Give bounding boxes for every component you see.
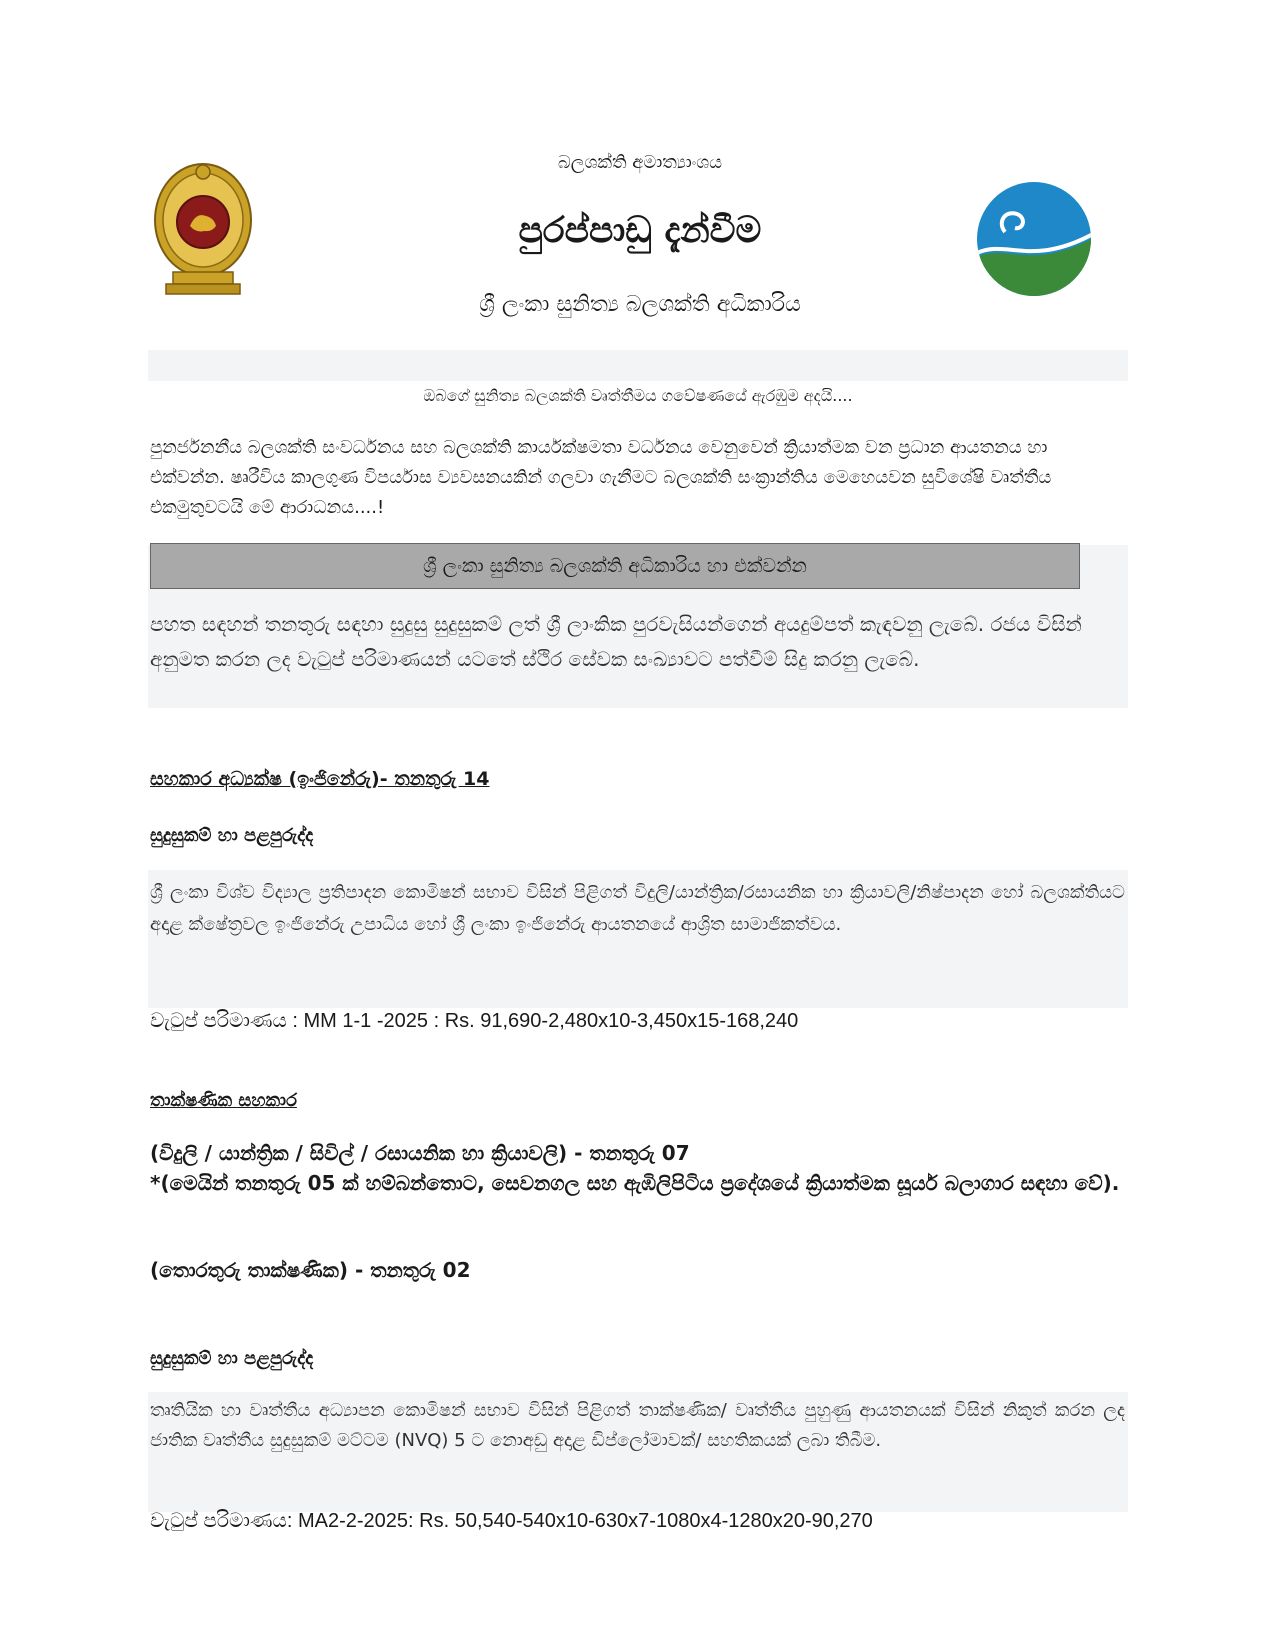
shaded-band xyxy=(148,350,1128,381)
position-2-salary: වැටුප් පරිමාණය: MA2-2-2025: Rs. 50,540-540x10-630x7-1080x4-1280x20-90,270 xyxy=(150,1510,873,1532)
join-banner: ශ්‍රී ලංකා සුනිත්‍ය බලශක්ති අධිකාරිය හා එක්වන්න xyxy=(150,543,1080,589)
position-2-qualifications: තෘතියික හා වෘත්තීය අධ්‍යාපන කොමිෂන් සභාව විසින් පිළිගත් තාක්ෂණික/ වෘත්තීය පුහුණු ආයතනයක් විසින් නිකුත් කරන ලද ජාතික වෘත්තීය සුදුසුකම් මට්ටම (NVQ) 5 ට නොඅඩු අදාළ ඩිප්ලෝමාවක්/ සහතිකයක් ලබා තිබීම. xyxy=(150,1400,1125,1451)
ministry-name: බලශක්ති අමාත්‍යාංශය xyxy=(557,152,723,173)
authority-logo-icon xyxy=(975,180,1093,298)
position-2-subtitle-it: (තොරතුරු තාක්ෂණික) - තනතුරු 02 xyxy=(150,1258,471,1282)
position-1-title: සහකාර අධ්‍යක්ෂ (ඉංජිනේරු)- තනතුරු 14 xyxy=(150,768,490,790)
position-2-qualifications-heading: සුදුසුකම් හා පළපුරුද්ද xyxy=(150,1348,314,1369)
page-title: පුරප්පාඩු දැන්වීම xyxy=(518,210,762,251)
position-2-title: තාක්ෂණික සහකාර xyxy=(150,1090,297,1111)
position-1-salary: වැටුප් පරිමාණය : MM 1-1 -2025 : Rs. 91,690-2,480x10-3,450x15-168,240 xyxy=(150,1010,799,1032)
tagline: ඔබගේ සුනිත්‍ය බලශක්ති වෘත්තීමය ගවේෂණයේ ඇරඹුම අදයි.... xyxy=(423,386,853,405)
position-1-qualifications: ශ්‍රී ලංකා විශ්ව විද්‍යාල ප්‍රතිපාදන කොමිෂන් සභාව විසින් පිළිගත් විදුලි/යාන්ත්‍රික/රසායනික හා ක්‍රියාවලි/නිෂ්පාදන හෝ බලශක්තියට අදාළ ක්ෂේත්‍රවල ඉංජිනේරු උපාධිය හෝ ශ්‍රී ලංකා ඉංජිනේරු ආයතනයේ ආශ්‍රිත සාමාජිකත්වය. xyxy=(150,882,1125,935)
position-2-subtitle-line-2: *(මෙයින් තනතුරු 05 ක් හම්බන්තොට, සෙවනගල සහ ඇඹිලිපිටිය ප්‍රදේශයේ ක්‍රියාත්මක සූර්ය බලාගාර සඳහා වේ). xyxy=(150,1171,1120,1195)
position-1-qualifications-heading: සුදුසුකම් හා පළපුරුද්ද xyxy=(150,825,314,846)
intro-paragraph-2: පහත සඳහන් තනතුරු සඳහා සුදුසු සුදුසුකම් ලත් ශ්‍රී ලාංකික පුරවැසියන්ගෙන් අයදුම්පත් කැඳවනු ලැබේ. රජය විසින් අනුමත කරන ලද වැටුප් පරිමාණයන් යටතේ ස්ථිර සේවක සංඛ්‍යාවට පත්වීම් සිදු කරනු ලැබේ. xyxy=(150,612,1082,671)
position-2-subtitle-line-1: (විදුලි / යාන්ත්‍රික / සිවිල් / රසායනික හා ක්‍රියාවලි) - තනතුරු 07 xyxy=(150,1141,690,1165)
position-2-subtitle xyxy=(150,1138,1130,1198)
national-emblem-icon xyxy=(148,160,258,298)
authority-name: ශ්‍රී ලංකා සුනිත්‍ය බලශක්ති අධිකාරිය xyxy=(479,292,801,317)
intro-paragraph: පුනර්ජනනීය බලශක්ති සංවර්ධනය සහ බලශක්ති කාර්යක්ෂමතා වර්ධනය වෙනුවෙන් ක්‍රියාත්මක වන ප්‍රධාන ආයතනය හා එක්වන්න. ෂෘරීවිය කාලගුණ විපර්යාස ව්‍යවසනයකින් ගලවා ගැනීමට බලශක්ති සංක්‍රාන්තිය මෙහෙයවන සුවිශේෂි වෘත්තීය එකමුතුවටයි මේ ආරාධනය....! xyxy=(150,437,1052,518)
